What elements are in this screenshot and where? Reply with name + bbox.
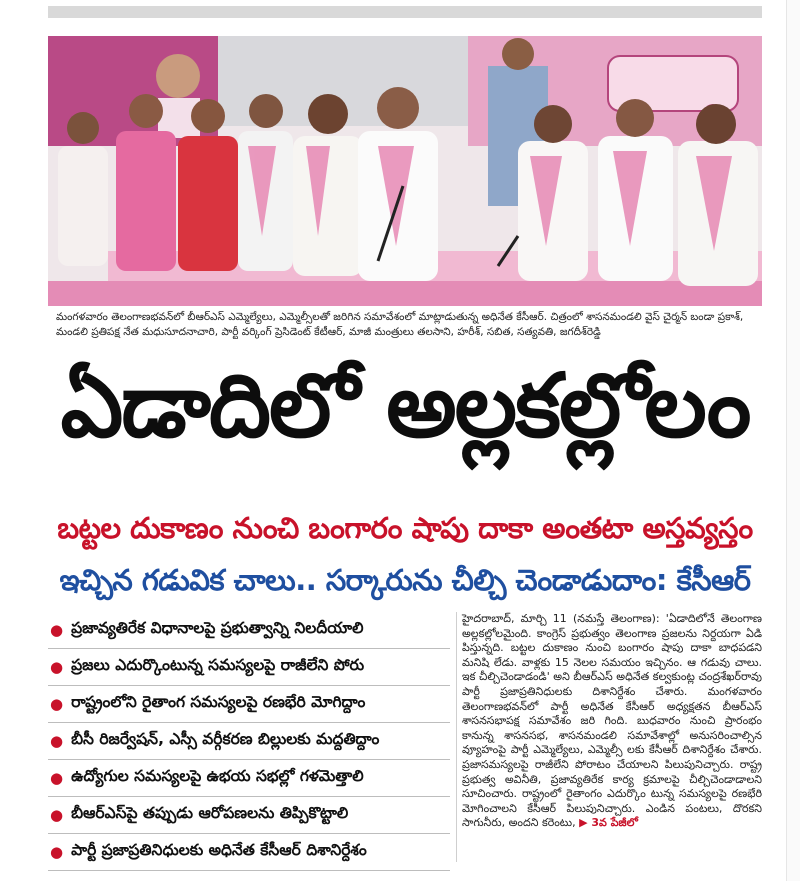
- bullet-text: బీసీ రిజర్వేషన్‌, ఎస్సీ వర్గీకరణ బిల్లులకు మద్దతిద్దాం: [71, 730, 380, 748]
- continued-label[interactable]: 3వ పేజీలో: [591, 816, 638, 830]
- subheadline-red: బట్టల దుకాణం నుంచి బంగారం షాపు దాకా అంతటా అస్తవ్యస్తం: [57, 511, 753, 545]
- article-text: హైదరాబాద్‌, మార్చి 11 (నమస్తే తెలంగాణ): 'ఏడాదిలోనే తెలంగాణ అల్లకల్లోలమైంది. కాంగ్రెస్‌ ప్రభుత్వం తెలంగాణ ప్రజలను నిర్దయగా ఏడి పిస్తున్నది. బట్టల దుకాణం నుంచి బంగారం షాపు దాకా బాధపడని మనిషి లేడు. వాళ్లకు 15 నెలల సమయం ఇచ్చినం. ఆ గడువు చాలు. ఇక చీల్చిచెండాడండి' అని బీఆర్‌ఎస్‌ అధినేత కల్వకుంట్ల చంద్రశేఖర్‌రావు పార్టీ ప్రజాప్రతినిధులకు దిశానిర్దేశం చేశారు. మంగళవారం తెలంగాణభవన్‌లో పార్టీ అధినేత కేసీఆర్‌ అధ్యక్షతన బీఆర్‌ఎస్‌ శాసనసభాపక్ష సమావేశం జరి గింది. బుధవారం నుంచి ప్రారంభం కానున్న శాసనసభ, శాసనమండలి సమావేశాల్లో అనుసరించాల్సిన వ్యూహంపై పార్టీ ఎమ్మెల్యేలు, ఎమ్మెల్సీ లకు కేసీఆర్‌ దిశానిర్దేశం చేశారు. ప్రజాసమస్యలపై రాజీలేని పోరాటం చేయాలని పిలుపునిచ్చారు. రాష్ట్ర ప్రభుత్వ అవినీతి, ప్రజావ్యతిరేక కార్య క్రమాలపై చీల్చిచెండాడాలని సూచించారు. రాష్ట్రంలో రైతాంగం ఎదుర్కొం టున్న సమస్యలపై రణభేరి మోగించాలని కేసీఆర్‌ పిలుపునిచ్చారు. ఎండిన పంటలు, దొరకని సాగునీరు, అందని కరెంటు,: [462, 612, 762, 830]
- bullet-text: ప్రజావ్యతిరేక విధానాలపై ప్రభుత్వాన్ని నిలదీయాలి: [71, 619, 364, 637]
- photo-caption: మంగళవారం తెలంగాణభవన్‌లో బీఆర్‌ఎస్‌ ఎమ్మెల్యేలు, ఎమ్మెల్సీలతో జరిగిన సమావేశంలో మాట్లాడుతున్న అధినేత కేసీఆర్‌. చిత్రంలో శాసనమండలి వైస్‌ చైర్మన్‌ బండా ప్రకాశ్‌, మండలి ప్రతిపక్ష నేత మధుసూదనాచారి, పార్టీ వర్కింగ్‌ ప్రెసిడెంట్‌ కేటీఆర్‌, మాజీ మంత్రులు తలసాని, హరీశ్‌, సబిత, సత్యవతి, జగదీశ్‌రెడ్డి: [56, 311, 744, 338]
- continued-link[interactable]: ▶ 3వ పేజీలో: [579, 816, 638, 830]
- news-photo: [48, 36, 762, 306]
- bullet-dot-icon: ●: [50, 732, 64, 750]
- bullet-text: ఉద్యోగుల సమస్యలపై ఉభయ సభల్లో గళమెత్తాలి: [71, 767, 364, 785]
- bullet-text: ప్రజలు ఎదుర్కొంటున్న సమస్యలపై రాజీలేని పోరు: [71, 656, 365, 674]
- bullet-item: [48, 686, 450, 723]
- bullet-item: [48, 612, 450, 649]
- page-edge: [786, 0, 800, 881]
- bullet-text: రాష్ట్రంలోని రైతాంగ సమస్యలపై రణభేరి మోగిద్దాం: [71, 693, 366, 711]
- bullet-item: [48, 649, 450, 686]
- bullet-dot-icon: ●: [50, 621, 64, 639]
- bullet-item: [48, 723, 450, 760]
- headline: ఏడాదిలో అల్లకల్లోలం: [60, 354, 750, 457]
- bullet-item: [48, 760, 450, 797]
- article-body: [462, 612, 762, 831]
- bullet-dot-icon: ●: [50, 843, 64, 861]
- bullet-text: పార్టీ ప్రజాప్రతినిధులకు అధినేత కేసీఆర్‌ దిశానిర్దేశం: [71, 841, 367, 859]
- bullet-item: [48, 797, 450, 834]
- bullet-dot-icon: ●: [50, 769, 64, 787]
- bullet-dot-icon: ●: [50, 695, 64, 713]
- bullet-dot-icon: ●: [50, 658, 64, 676]
- bullet-list: [48, 612, 450, 871]
- column-divider: [456, 612, 457, 862]
- top-rule: [48, 6, 762, 18]
- bullet-text: బీఆర్‌ఎస్‌పై తప్పుడు ఆరోపణలను తిప్పికొట్టాలి: [71, 804, 349, 822]
- bullet-dot-icon: ●: [50, 806, 64, 824]
- bullet-item: [48, 834, 450, 871]
- subheadline-blue: ఇచ్చిన గడువిక చాలు.. సర్కారును చీల్చి చెండాడుదాం: కేసీఆర్‌: [59, 563, 751, 597]
